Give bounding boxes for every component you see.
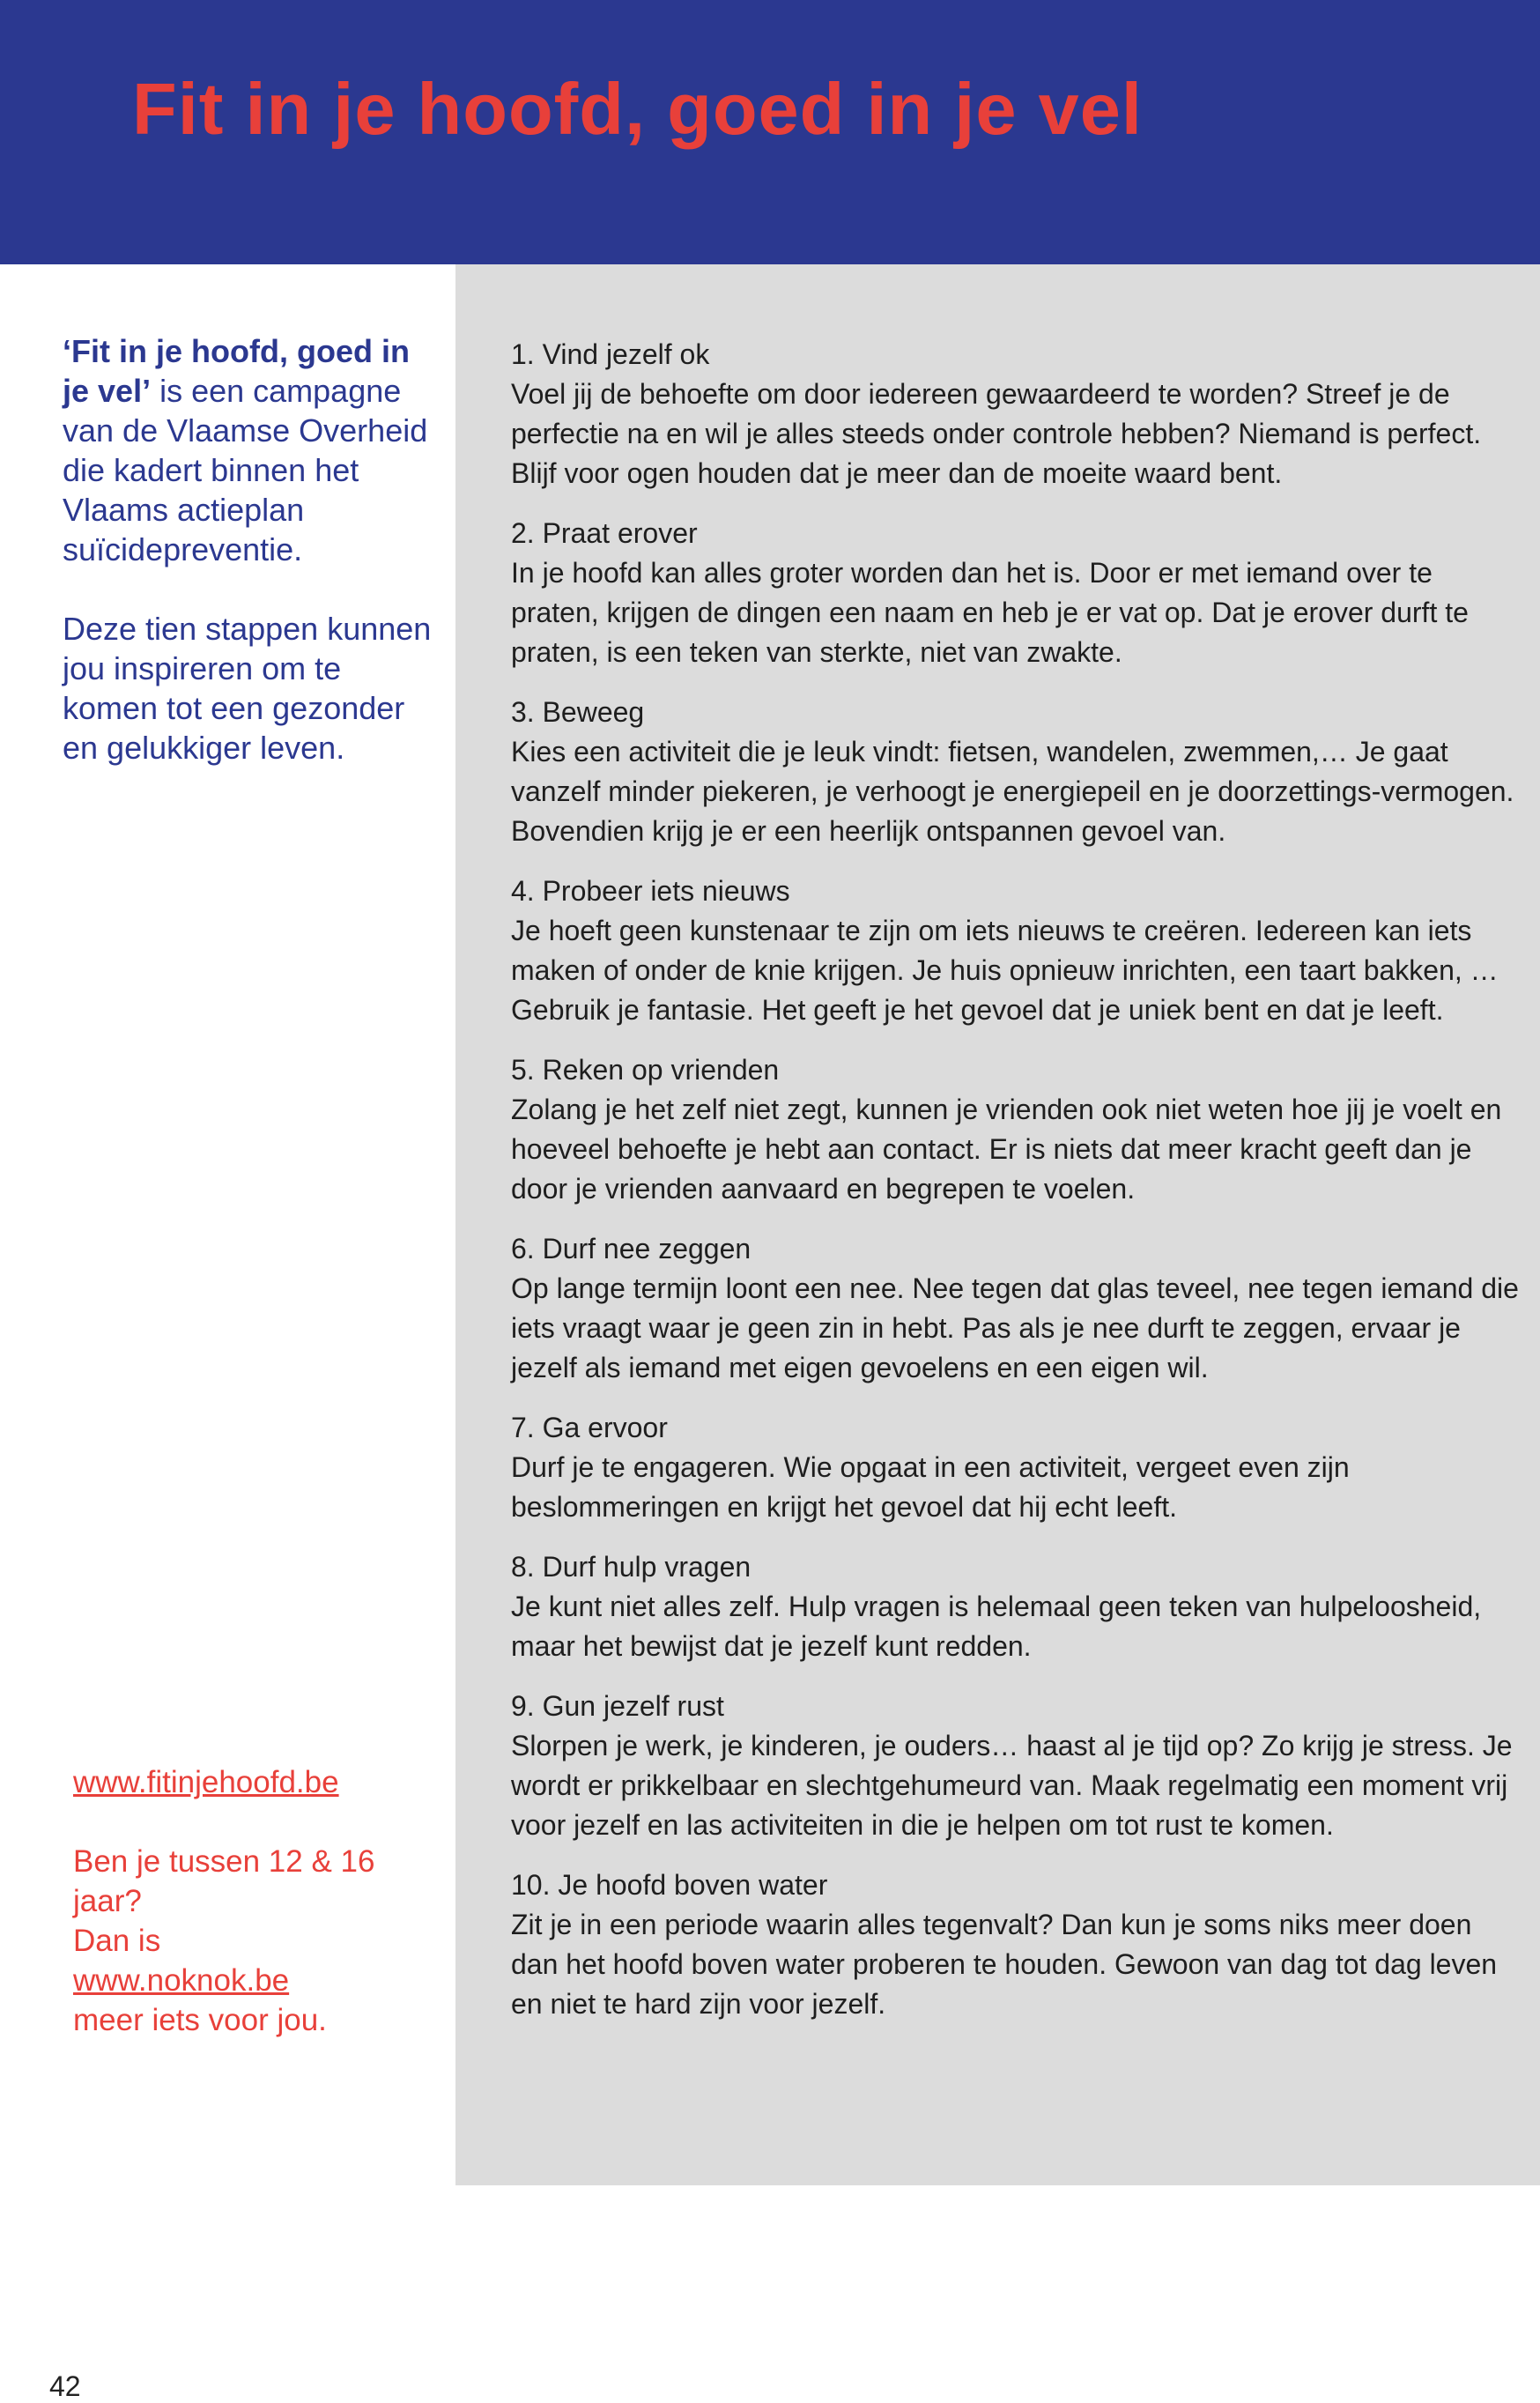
step-text: Je kunt niet alles zelf. Hulp vragen is helemaal geen teken van hulpeloosheid, maar het bewijst dat je jezelf kunt redden. (511, 1591, 1482, 1662)
page-number: 42 (49, 2370, 81, 2402)
step-text: Slorpen je werk, je kinderen, je ouders… haast al je tijd op? Zo krijg je stress. Je wordt er prikkelbaar en slechtgehumeurd van. Maak regelmatig een moment vrij voor jezelf en las activiteiten in die je helpen om tot rust te komen. (511, 1730, 1513, 1841)
intro-text (63, 331, 441, 807)
step-text: Zolang je het zelf niet zegt, kunnen je vrienden ook niet weten hoe jij je voelt en hoeveel behoefte je hebt aan contact. Er is niets dat meer kracht geeft dan je door je vrienden aanvaard en begrepen te voelen. (511, 1094, 1502, 1205)
header-banner (0, 0, 1540, 264)
campaign-paragraph (63, 331, 441, 569)
step-item (511, 335, 1520, 493)
step-title: 6. Durf nee zeggen (511, 1233, 751, 1265)
step-title: 8. Durf hulp vragen (511, 1551, 751, 1583)
step-item (511, 514, 1520, 672)
step-title: 7. Ga ervoor (511, 1412, 668, 1443)
closing-text: meer iets voor jou. (73, 2003, 327, 2037)
step-item (511, 1229, 1520, 1388)
sidebar (0, 264, 455, 2402)
noknok-link[interactable]: www.noknok.be (73, 1963, 290, 1998)
step-title: 1. Vind jezelf ok (511, 338, 710, 370)
step-title: 5. Reken op vrienden (511, 1054, 780, 1086)
step-title: 9. Gun jezelf rust (511, 1690, 724, 1722)
age-question: Ben je tussen 12 & 16 jaar? (73, 1844, 375, 1918)
step-title: 4. Probeer iets nieuws (511, 875, 790, 907)
page-title: Fit in je hoofd, goed in je vel (132, 68, 1143, 150)
campaign-description: is een campagne van de Vlaamse Overheid die kadert binnen het Vlaams actieplan suïcidepreventie. (63, 373, 428, 567)
step-text: Zit je in een periode waarin alles tegenvalt? Dan kun je soms niks meer doen dan het hoofd boven water proberen te houden. Gewoon van dag tot dag leven en niet te hard zijn voor jezelf. (511, 1909, 1498, 2020)
step-text: Voel jij de behoefte om door iedereen gewaardeerd te worden? Streef je de perfectie na en wil je alles steeds onder controle hebben? Niemand is perfect. Blijf voor ogen houden dat je meer dan de moeite waard bent. (511, 378, 1482, 489)
step-item (511, 1050, 1520, 1209)
step-item (511, 871, 1520, 1030)
step-title: 10. Je hoofd boven water (511, 1869, 828, 1901)
step-item (511, 693, 1520, 851)
step-item (511, 1687, 1520, 1845)
website-link[interactable]: www.fitinjehoofd.be (73, 1765, 339, 1799)
step-text: Je hoeft geen kunstenaar te zijn om iets nieuws te creëren. Iedereen kan iets maken of onder de knie krijgen. Je huis opnieuw inrichten, een taart bakken, … Gebruik je fantasie. Het geeft je het gevoel dat je uniek bent en dat je leeft. (511, 915, 1499, 1026)
step-item (511, 1547, 1520, 1666)
steps-panel (455, 264, 1540, 2185)
step-item (511, 1865, 1520, 2024)
step-text: Op lange termijn loont een nee. Nee tegen dat glas teveel, nee tegen iemand die iets vraagt waar je geen zin in hebt. Pas als je nee durft te zeggen, ervaar je jezelf als iemand met eigen gevoelens en een eigen wil. (511, 1272, 1519, 1383)
steps-list (511, 335, 1520, 2044)
then-text: Dan is (73, 1924, 161, 1958)
step-title: 2. Praat erover (511, 517, 698, 549)
step-title: 3. Beweeg (511, 696, 645, 728)
step-item (511, 1408, 1520, 1527)
steps-intro-paragraph: Deze tien stappen kunnen jou inspireren om te komen tot een gezonder en gelukkiger leven. (63, 611, 432, 766)
step-text: In je hoofd kan alles groter worden dan het is. Door er met iemand over te praten, krijgen de dingen een naam en heb je er vat op. Dat je erover durft te praten, is een teken van sterkte, niet van zwakte. (511, 557, 1469, 668)
step-text: Kies een activiteit die je leuk vindt: fietsen, wandelen, zwemmen,… Je gaat vanzelf minder piekeren, je verhoogt je energiepeil en je doorzettings-vermogen. Bovendien krijg je er een heerlijk ontspannen gevoel van. (511, 736, 1514, 847)
campaign-name: ‘Fit in je hoofd, goed in je vel’ (63, 333, 410, 409)
step-text: Durf je te engageren. Wie opgaat in een activiteit, vergeet even zijn beslommeringen en krijgt het gevoel dat hij echt leeft. (511, 1451, 1350, 1523)
promo-block (73, 1762, 443, 2080)
